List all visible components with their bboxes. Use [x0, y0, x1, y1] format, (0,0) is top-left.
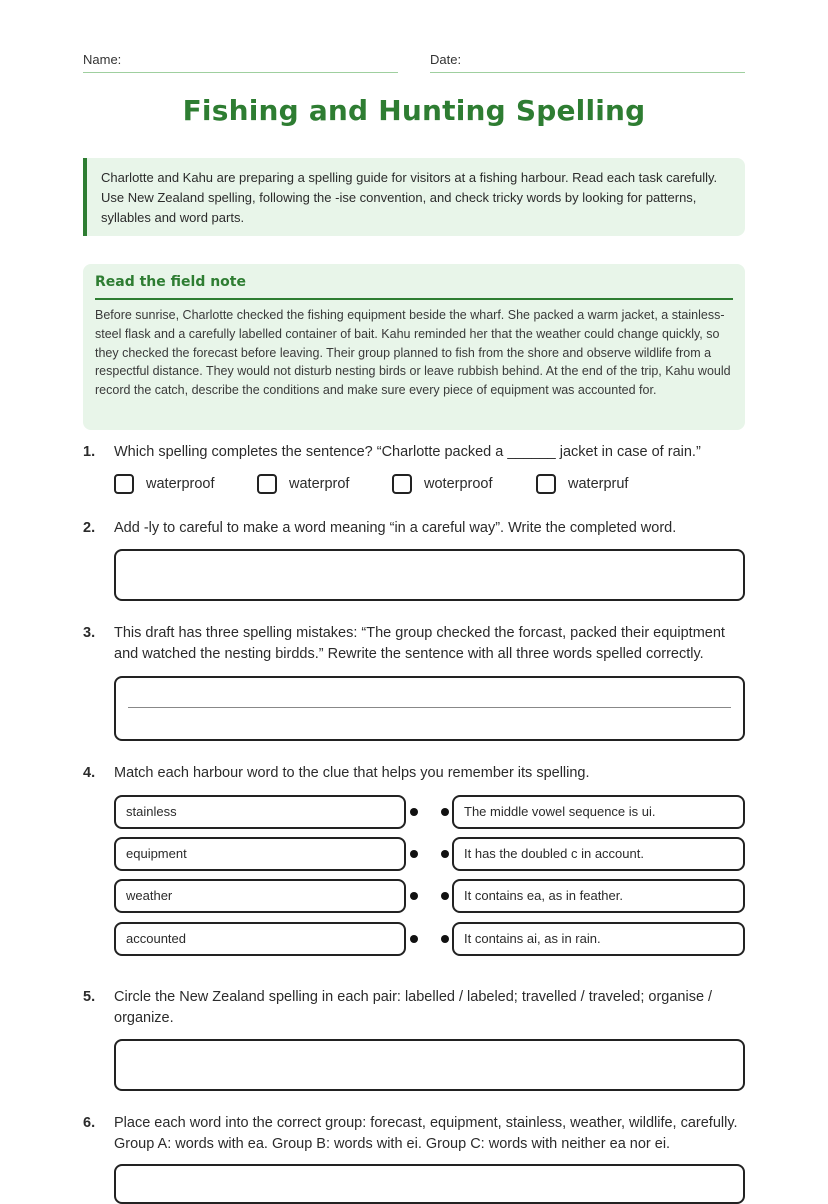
question-text: This draft has three spelling mistakes: “The group checked the forcast, packed their equiptment and watched the nesting birdds.” Rewrite the sentence with all three words spelled correctly. [114, 625, 725, 662]
answer-box-6[interactable] [114, 1164, 745, 1204]
option-2[interactable] [257, 474, 349, 494]
answer-box-3[interactable] [114, 676, 745, 741]
match-word[interactable]: equipment [114, 837, 406, 871]
option-label: waterproof [146, 476, 215, 492]
date-line[interactable] [430, 72, 745, 73]
question-2 [83, 518, 745, 539]
option-1[interactable] [114, 474, 215, 494]
option-label: waterprof [289, 476, 350, 492]
match-dot[interactable] [441, 808, 449, 816]
checkbox[interactable] [392, 474, 412, 494]
question-number: 6. [83, 1115, 96, 1131]
question-number: 3. [83, 625, 96, 641]
option-4[interactable] [536, 474, 628, 494]
match-clue[interactable]: It contains ai, as in rain. [452, 922, 745, 956]
question-number: 5. [83, 989, 96, 1005]
question-number: 4. [83, 765, 96, 781]
match-clue[interactable]: It has the doubled c in account. [452, 837, 745, 871]
question-6 [83, 1113, 745, 1155]
question-text: Circle the New Zealand spelling in each pair: labelled / labeled; travelled / traveled; organise / organize. [114, 989, 713, 1026]
match-word[interactable]: weather [114, 879, 406, 913]
match-dot[interactable] [410, 808, 418, 816]
question-5 [83, 987, 745, 1029]
page-title: Fishing and Hunting Spelling [182, 94, 646, 127]
match-dot[interactable] [441, 850, 449, 858]
field-note-box [83, 264, 745, 430]
name-line[interactable] [83, 72, 398, 73]
option-3[interactable] [392, 474, 493, 494]
match-dot[interactable] [441, 935, 449, 943]
match-clue[interactable]: The middle vowel sequence is ui. [452, 795, 745, 829]
checkbox[interactable] [114, 474, 134, 494]
question-text: Which spelling completes the sentence? “Charlotte packed a ______ jacket in case of rain.” [114, 444, 701, 460]
date-label: Date: [430, 52, 462, 67]
writing-line [128, 707, 731, 708]
option-label: woterproof [424, 476, 493, 492]
option-label: waterpruf [568, 476, 629, 492]
match-dot[interactable] [410, 892, 418, 900]
match-clue[interactable]: It contains ea, as in feather. [452, 879, 745, 913]
match-word[interactable]: stainless [114, 795, 406, 829]
match-word[interactable]: accounted [114, 922, 406, 956]
field-note-heading: Read the field note [95, 274, 733, 300]
question-number: 1. [83, 444, 96, 460]
intro-box: Charlotte and Kahu are preparing a spelling guide for visitors at a fishing harbour. Read each task carefully. Use New Zealand spelling, following the -ise convention, and check tricky words by looking for patterns, syllables and word parts. [83, 158, 745, 236]
match-dot[interactable] [441, 892, 449, 900]
name-label: Name: [83, 52, 122, 67]
question-text: Match each harbour word to the clue that helps you remember its spelling. [114, 765, 590, 781]
field-note-text: Before sunrise, Charlotte checked the fishing equipment beside the wharf. She packed a warm jacket, a stainless-steel flask and a carefully labelled container of bait. Kahu reminded her that the weather could change quickly, so they checked the forecast before leaving. Their group planned to fish from the shore and observe wildlife from a respectful distance. They would not disturb nesting birds or leave rubbish behind. At the end of the trip, Kahu would record the catch, describe the conditions and make sure every piece of equipment was accounted for. [95, 308, 731, 398]
checkbox[interactable] [536, 474, 556, 494]
question-text: Add -ly to careful to make a word meaning “in a careful way”. Write the completed word. [114, 520, 677, 536]
match-dot[interactable] [410, 850, 418, 858]
question-3 [83, 623, 745, 665]
answer-box-2[interactable] [114, 549, 745, 601]
question-number: 2. [83, 520, 96, 536]
question-4 [83, 763, 745, 784]
question-text: Place each word into the correct group: forecast, equipment, stainless, weather, wildlife, carefully. Group A: words with ea. Group B: words with ei. Group C: words with neither ea nor ei. [114, 1115, 738, 1152]
checkbox[interactable] [257, 474, 277, 494]
match-dot[interactable] [410, 935, 418, 943]
question-1 [83, 442, 745, 463]
answer-box-5[interactable] [114, 1039, 745, 1091]
